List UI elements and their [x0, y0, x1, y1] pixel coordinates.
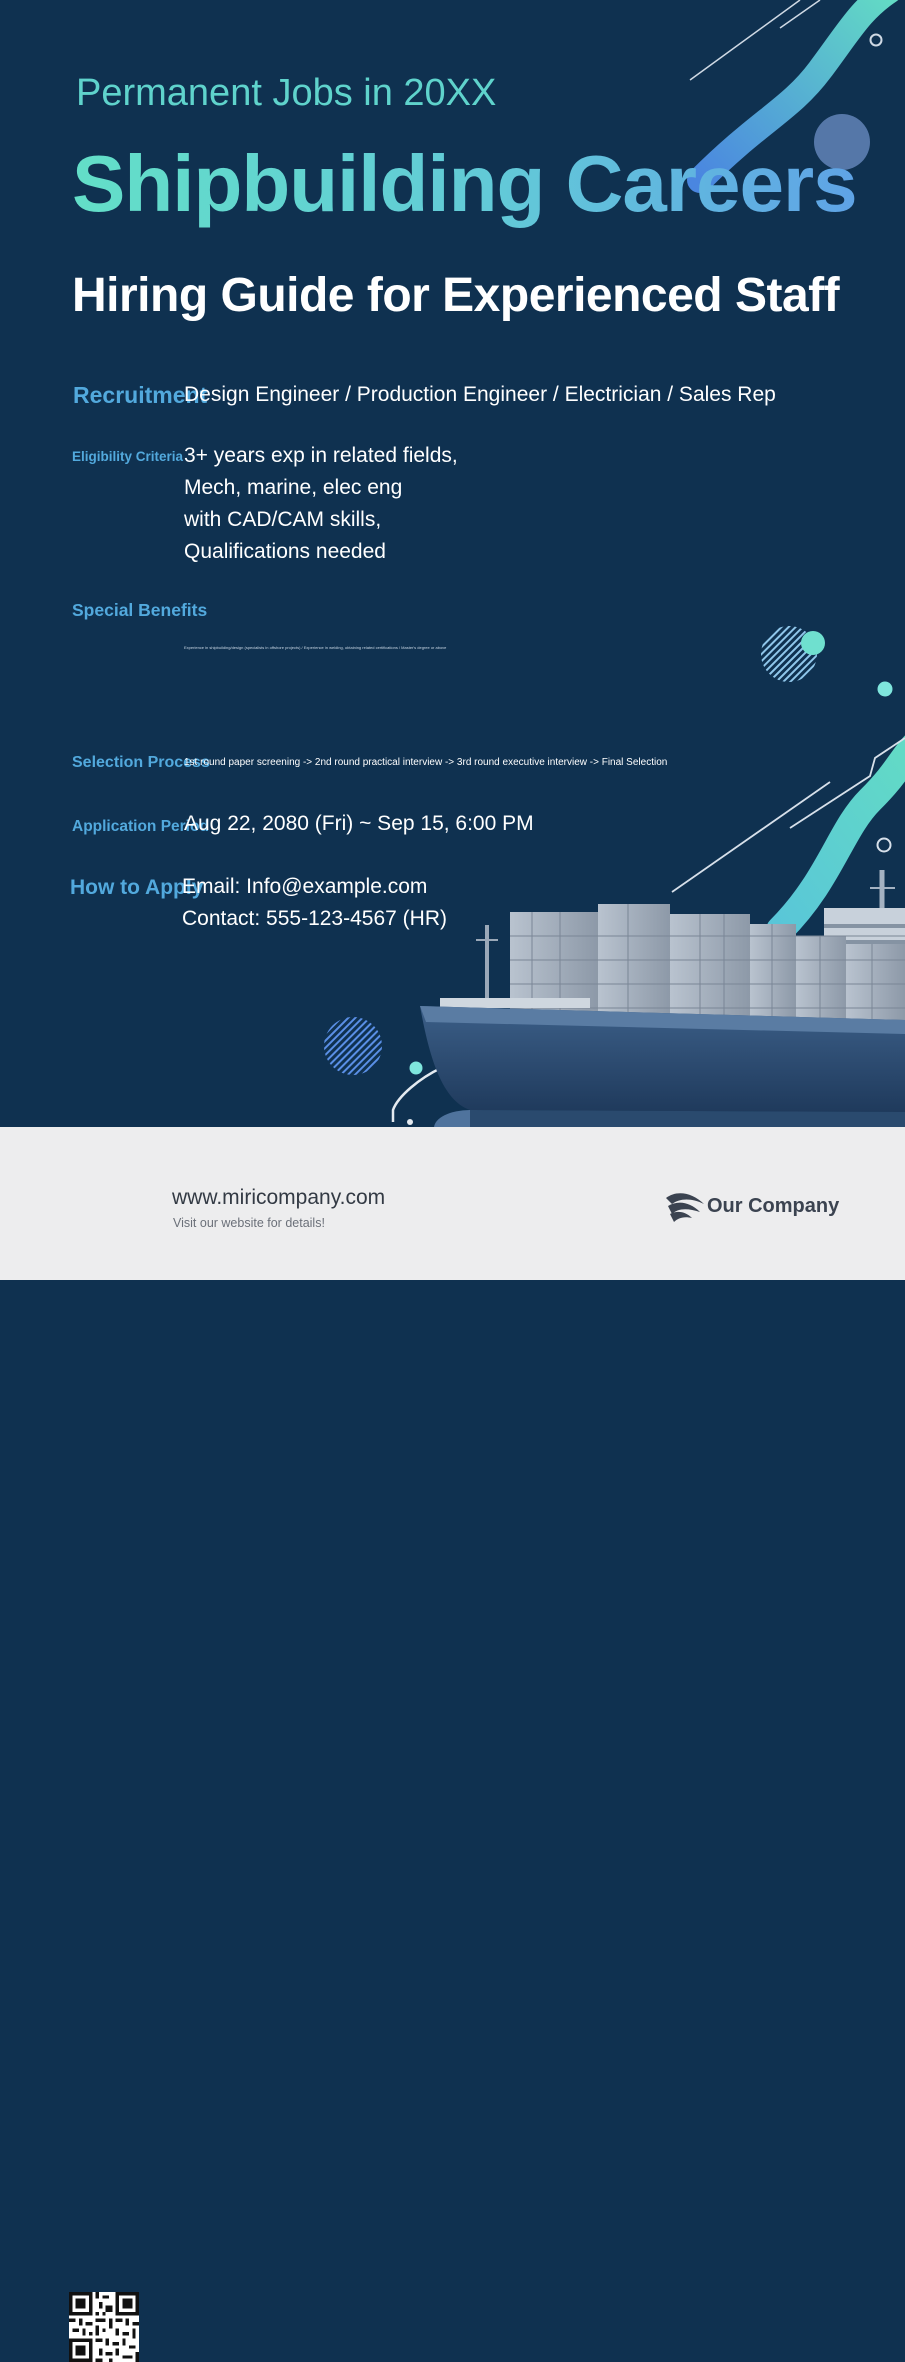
ring-top: [871, 35, 882, 46]
dot-teal-3: [410, 1062, 423, 1075]
recruitment-label: Recruitment: [73, 382, 208, 408]
dot-teal-1: [801, 631, 825, 655]
eligibility-line: with CAD/CAM skills,: [184, 508, 382, 531]
line-top-2: [780, 0, 820, 28]
ship-illustration: [420, 870, 905, 1127]
benefits-label: Special Benefits: [72, 600, 208, 620]
selection-process-label: Selection Process: [72, 754, 210, 771]
website-url[interactable]: www.miricompany.com: [172, 1186, 386, 1209]
footer: [0, 1127, 905, 1280]
ribbon-bottom: [780, 740, 905, 930]
website-note: Visit our website for details!: [173, 1216, 325, 1230]
company-logo-icon: [664, 1188, 706, 1224]
eligibility-line: Mech, marine, elec eng: [184, 476, 403, 499]
apply-email: Email: Info@example.com: [182, 875, 428, 898]
dot-white: [407, 1119, 413, 1125]
dot-teal-2: [878, 682, 893, 697]
application-period-value: Aug 22, 2080 (Fri) ~ Sep 15, 6:00 PM: [184, 812, 534, 835]
striped-circle-left: [324, 1017, 382, 1075]
eligibility-label: Eligibility Criteria: [72, 449, 184, 464]
line-top-1: [690, 0, 800, 80]
recruitment-value: Design Engineer / Production Engineer / Electrician / Sales Rep: [184, 383, 776, 406]
selection-process-value: 1st round paper screening -> 2nd round practical interview -> 3rd round executive interview -> Final Selection: [184, 757, 668, 768]
hiring-guide-heading: Hiring Guide for Experienced Staff: [72, 269, 840, 322]
main-title: Shipbuilding Careers: [72, 139, 857, 228]
ring-bottom: [878, 839, 891, 852]
poster: [0, 0, 905, 1127]
top-subtitle: Permanent Jobs in 20XX: [76, 72, 497, 114]
eligibility-value: [184, 440, 458, 568]
apply-contact: Contact: 555-123-4567 (HR): [182, 907, 447, 930]
how-to-apply-label: How to Apply: [70, 876, 204, 899]
application-period-label: Application Period: [72, 818, 209, 835]
company-brand: [664, 1188, 839, 1224]
company-name: Our Company: [707, 1194, 840, 1217]
benefits-value: Experience in shipbuilding/design (specialists in offshore projects) / Experience in welding, obtaining related certifications / Master's degree or above: [184, 645, 447, 650]
eligibility-line: Qualifications needed: [184, 540, 386, 563]
eligibility-line: 3+ years exp in related fields,: [184, 444, 458, 467]
how-to-apply-value: [182, 871, 447, 935]
curve-left: [393, 1068, 441, 1122]
qr-code-icon[interactable]: [69, 2292, 139, 2362]
